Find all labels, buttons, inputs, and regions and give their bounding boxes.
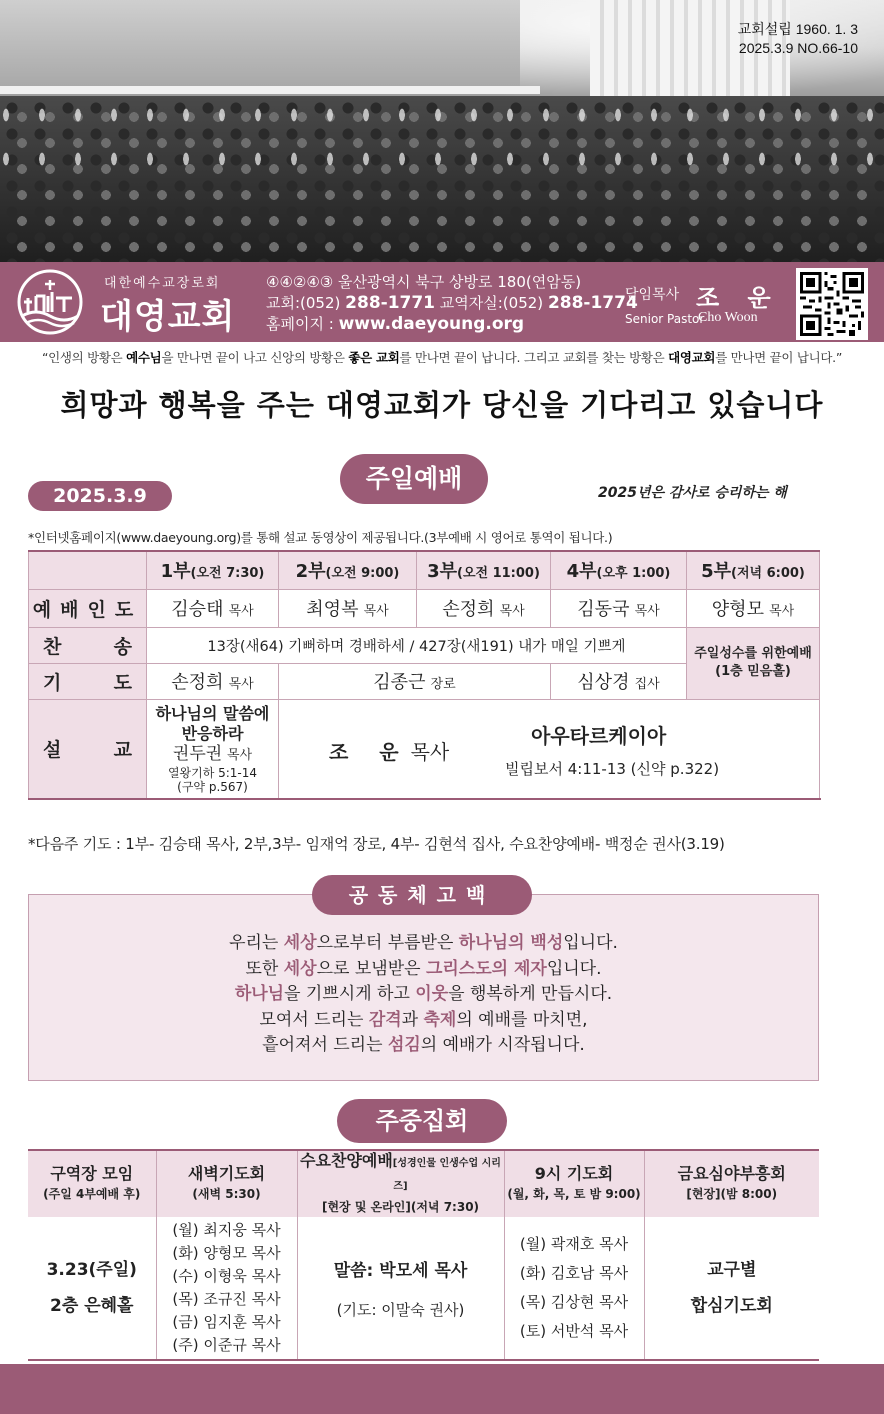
quote-bold-3: 대영교회 [668, 350, 716, 365]
weekly-gatherings-title: 주중집회 [337, 1099, 507, 1143]
worship-schedule-table [28, 550, 820, 800]
quote-text-1: “인생의 방황은 [41, 350, 127, 365]
church-address: 울산광역시 북구 상방로 180(연암동) [338, 273, 582, 291]
nine-pm-prayer-header: 9시 기도회 (월, 화, 목, 토 밤 9:00) [504, 1150, 644, 1217]
list-item: (월) 최지웅 목사 [172, 1221, 281, 1239]
cell-leaders-header: 구역장 모임 (주일 4부예배 후) [28, 1150, 156, 1217]
prayer-label: 기 도 [29, 663, 147, 699]
sermon-1-title: 하나님의 말씀에 반응하라 [155, 703, 270, 743]
creed-highlight: 하나님 [234, 984, 285, 1004]
hymn-label: 찬 송 [29, 627, 147, 663]
creed-highlight: 그리스도의 제자 [425, 958, 547, 979]
issue-number: 2025.3.9 NO.66-10 [738, 40, 858, 56]
weekly-header-row [28, 1150, 819, 1217]
list-item: (화) 양형모 목사 [172, 1244, 281, 1262]
cell-meeting-place: 2층 은혜홀 [50, 1296, 134, 1316]
friday-line-1: 교구별 [707, 1260, 757, 1280]
creed-highlight: 세상 [283, 933, 317, 953]
leader-1: 김승태 목사 [147, 589, 279, 627]
creed-line [29, 982, 818, 1008]
leader-2: 최영복 목사 [279, 589, 417, 627]
wednesday-worship-header: 수요찬양예배[성경인물 인생수업 시리즈] [현장 및 온라인](저녁 7:30) [297, 1150, 504, 1217]
congregation-photo [0, 0, 884, 262]
creed-line [29, 957, 818, 983]
creed-text: 을 기쁘시게 하고 [284, 984, 416, 1004]
quote-text-2: 을 만나면 끝이 나고 신앙의 방황은 [161, 350, 349, 365]
friday-line-2: 합심기도회 [690, 1296, 773, 1316]
creed-highlight: 이웃 [415, 984, 449, 1004]
wednesday-message: 말씀: 박모세 목사 [333, 1261, 468, 1281]
list-item: (화) 김호남 목사 [519, 1264, 629, 1282]
creed-text: 의 예배가 시작됩니다. [420, 1035, 585, 1055]
denomination-name: 대한예수교장로회 [104, 276, 221, 291]
church-phone-label: 교회:(052) [266, 294, 341, 312]
pastor-name-ko: 조 운 [696, 283, 781, 312]
wednesday-prayer: (기도: 이말숙 권사) [336, 1301, 465, 1319]
creed-text: 우리는 [229, 933, 284, 953]
creed-text: 또한 [245, 958, 284, 979]
list-item: (토) 서반석 목사 [519, 1322, 629, 1340]
quote-bold-2: 좋은 교회 [348, 350, 400, 365]
next-week-prayer-note: *다음주 기도 : 1부- 김승태 목사, 2부,3부- 임재억 장로, 4부- 김현석 집사, 수요찬양예배- 백정순 권사(3.19) [28, 835, 725, 853]
service-5-header: 5부(저녁 6:00) [687, 551, 820, 589]
established-date: 교회설립 1960. 1. 3 [737, 21, 858, 37]
creed-highlight: 세상 [283, 958, 317, 979]
brand-bar [0, 262, 884, 342]
church-phone: 288-1771 [345, 293, 436, 313]
creed-text: 입니다. [563, 933, 618, 953]
nine-pm-prayer-list [504, 1217, 644, 1360]
office-phone-label: 교역자실:(052) [439, 294, 544, 312]
leader-3: 손정희 목사 [417, 589, 551, 627]
church-logo-icon [14, 268, 88, 336]
sermon-row [29, 699, 820, 799]
year-motto: 2025년은 감사로 승리하는 해 [598, 485, 787, 501]
wednesday-worship-info [297, 1217, 504, 1360]
hymn-row [29, 627, 820, 663]
pastor-label-ko: 담임목사 [625, 287, 680, 303]
community-creed-box [28, 894, 819, 1081]
sermon-main-preacher: 조 운목사 [329, 739, 450, 764]
creed-text: 모여서 드리는 [259, 1009, 369, 1030]
creed-text: 을 행복하게 만듭시다. [448, 984, 613, 1004]
service-4-header: 4부(오후 1:00) [551, 551, 687, 589]
community-creed-title: 공동체고백 [312, 875, 532, 915]
established-info [738, 20, 858, 58]
creed-text: 으로 보냄받은 [316, 958, 426, 979]
creed-text: 의 예배를 마치면, [456, 1009, 588, 1030]
church-name: 대영교회 [100, 297, 236, 337]
qr-code-icon[interactable] [796, 268, 868, 340]
creed-text: 흩어져서 드리는 [262, 1035, 388, 1055]
creed-text: 으로부터 부름받은 [316, 933, 459, 953]
list-item: (수) 이형욱 목사 [172, 1267, 281, 1285]
sermon-main-scripture: 빌립보서 4:11-13 (신약 p.322) [505, 759, 720, 778]
creed-line [29, 1008, 818, 1034]
creed-text: 과 [401, 1009, 424, 1030]
cell-leaders-info [28, 1217, 156, 1360]
quote-text-3: 를 만나면 끝이 납니다. 그리고 교회를 찾는 방황은 [399, 350, 669, 365]
postal-code: ④④②④③ [266, 273, 334, 291]
photo-balcony-rail [0, 86, 540, 94]
pastor-label-en: Senior Pastor [625, 312, 705, 326]
online-sermon-note: *인터넷홈페이지(www.daeyoung.org)를 통해 설교 동영상이 제공됩니다.(3부예배 시 영어로 통역이 됩니다.) [28, 530, 613, 545]
creed-highlight: 축제 [423, 1009, 457, 1030]
weekly-gatherings-table [28, 1149, 819, 1361]
leader-label: 예배인도 [29, 589, 147, 627]
creed-highlight: 하나님의 백성 [458, 933, 564, 953]
service-header-row [29, 551, 820, 589]
service-1-header: 1부(오전 7:30) [147, 551, 279, 589]
list-item: (목) 김상현 목사 [519, 1293, 629, 1311]
creed-line [29, 1033, 818, 1059]
quote-text-4: 를 만나면 끝이 납니다.” [715, 350, 843, 365]
header-blank [29, 551, 147, 589]
sermon-main [279, 699, 820, 799]
list-item: (금) 임지훈 목사 [172, 1313, 281, 1331]
sermon-1-verse: 열왕기하 5:1-14 [167, 765, 258, 780]
sermon-label: 설 교 [29, 699, 147, 799]
church-contact [266, 272, 638, 335]
service-3-header: 3부(오전 11:00) [417, 551, 551, 589]
creed-lines [29, 931, 818, 1059]
hymn-text: 13장(새64) 기뻐하며 경배하세 / 427장(새191) 내가 매일 기쁘게 [147, 627, 687, 663]
office-phone: 288-1774 [547, 293, 638, 313]
list-item: (주) 이준규 목사 [172, 1336, 281, 1354]
homepage-link[interactable]: www.daeyoung.org [338, 314, 525, 334]
sermon-service-1 [147, 699, 279, 799]
sermon-1-page: (구약 p.567) [177, 779, 248, 794]
pastor-name-en: Cho Woon [698, 310, 758, 325]
creed-highlight: 감격 [368, 1009, 402, 1030]
sunday-worship-title: 주일예배 [340, 454, 488, 504]
friday-revival-info [644, 1217, 819, 1360]
photo-balcony [0, 0, 520, 88]
leader-row [29, 589, 820, 627]
quote-bold-1: 예수님 [126, 350, 162, 365]
homepage-label: 홈페이지 : [266, 315, 334, 333]
creed-highlight: 섬김 [387, 1035, 421, 1055]
leader-4: 김동국 목사 [551, 589, 687, 627]
evening-special-service: 주일성수를 위한예배 (1층 믿음홀) [687, 627, 820, 699]
friday-revival-header: 금요심야부흥회 [현장](밤 8:00) [644, 1150, 819, 1217]
photo-raised-hands [0, 104, 884, 194]
prayer-1: 손정희 목사 [147, 663, 279, 699]
weekly-body-row [28, 1217, 819, 1360]
dawn-prayer-header: 새벽기도회 (새벽 5:30) [156, 1150, 297, 1217]
prayer-2-3: 김종근 장로 [279, 663, 551, 699]
creed-line [29, 931, 818, 957]
page-headline: 희망과 행복을 주는 대영교회가 당신을 기다리고 있습니다 [60, 388, 824, 422]
creed-text: 입니다. [546, 958, 602, 979]
list-item: (목) 조규진 목사 [172, 1290, 281, 1308]
leader-5: 양형모 목사 [687, 589, 820, 627]
service-2-header: 2부(오전 9:00) [279, 551, 417, 589]
footer-band [0, 1364, 884, 1414]
sermon-main-title: 아우타르케이아 [531, 723, 667, 748]
bulletin-date: 2025.3.9 [28, 481, 172, 511]
sermon-1-preacher: 권두권 목사 [172, 743, 253, 764]
list-item: (월) 곽재호 목사 [519, 1235, 629, 1253]
dawn-prayer-list [156, 1217, 297, 1360]
prayer-4: 심상경 집사 [551, 663, 687, 699]
church-motto-quote [0, 348, 884, 366]
cell-meeting-date: 3.23(주일) [46, 1260, 137, 1280]
